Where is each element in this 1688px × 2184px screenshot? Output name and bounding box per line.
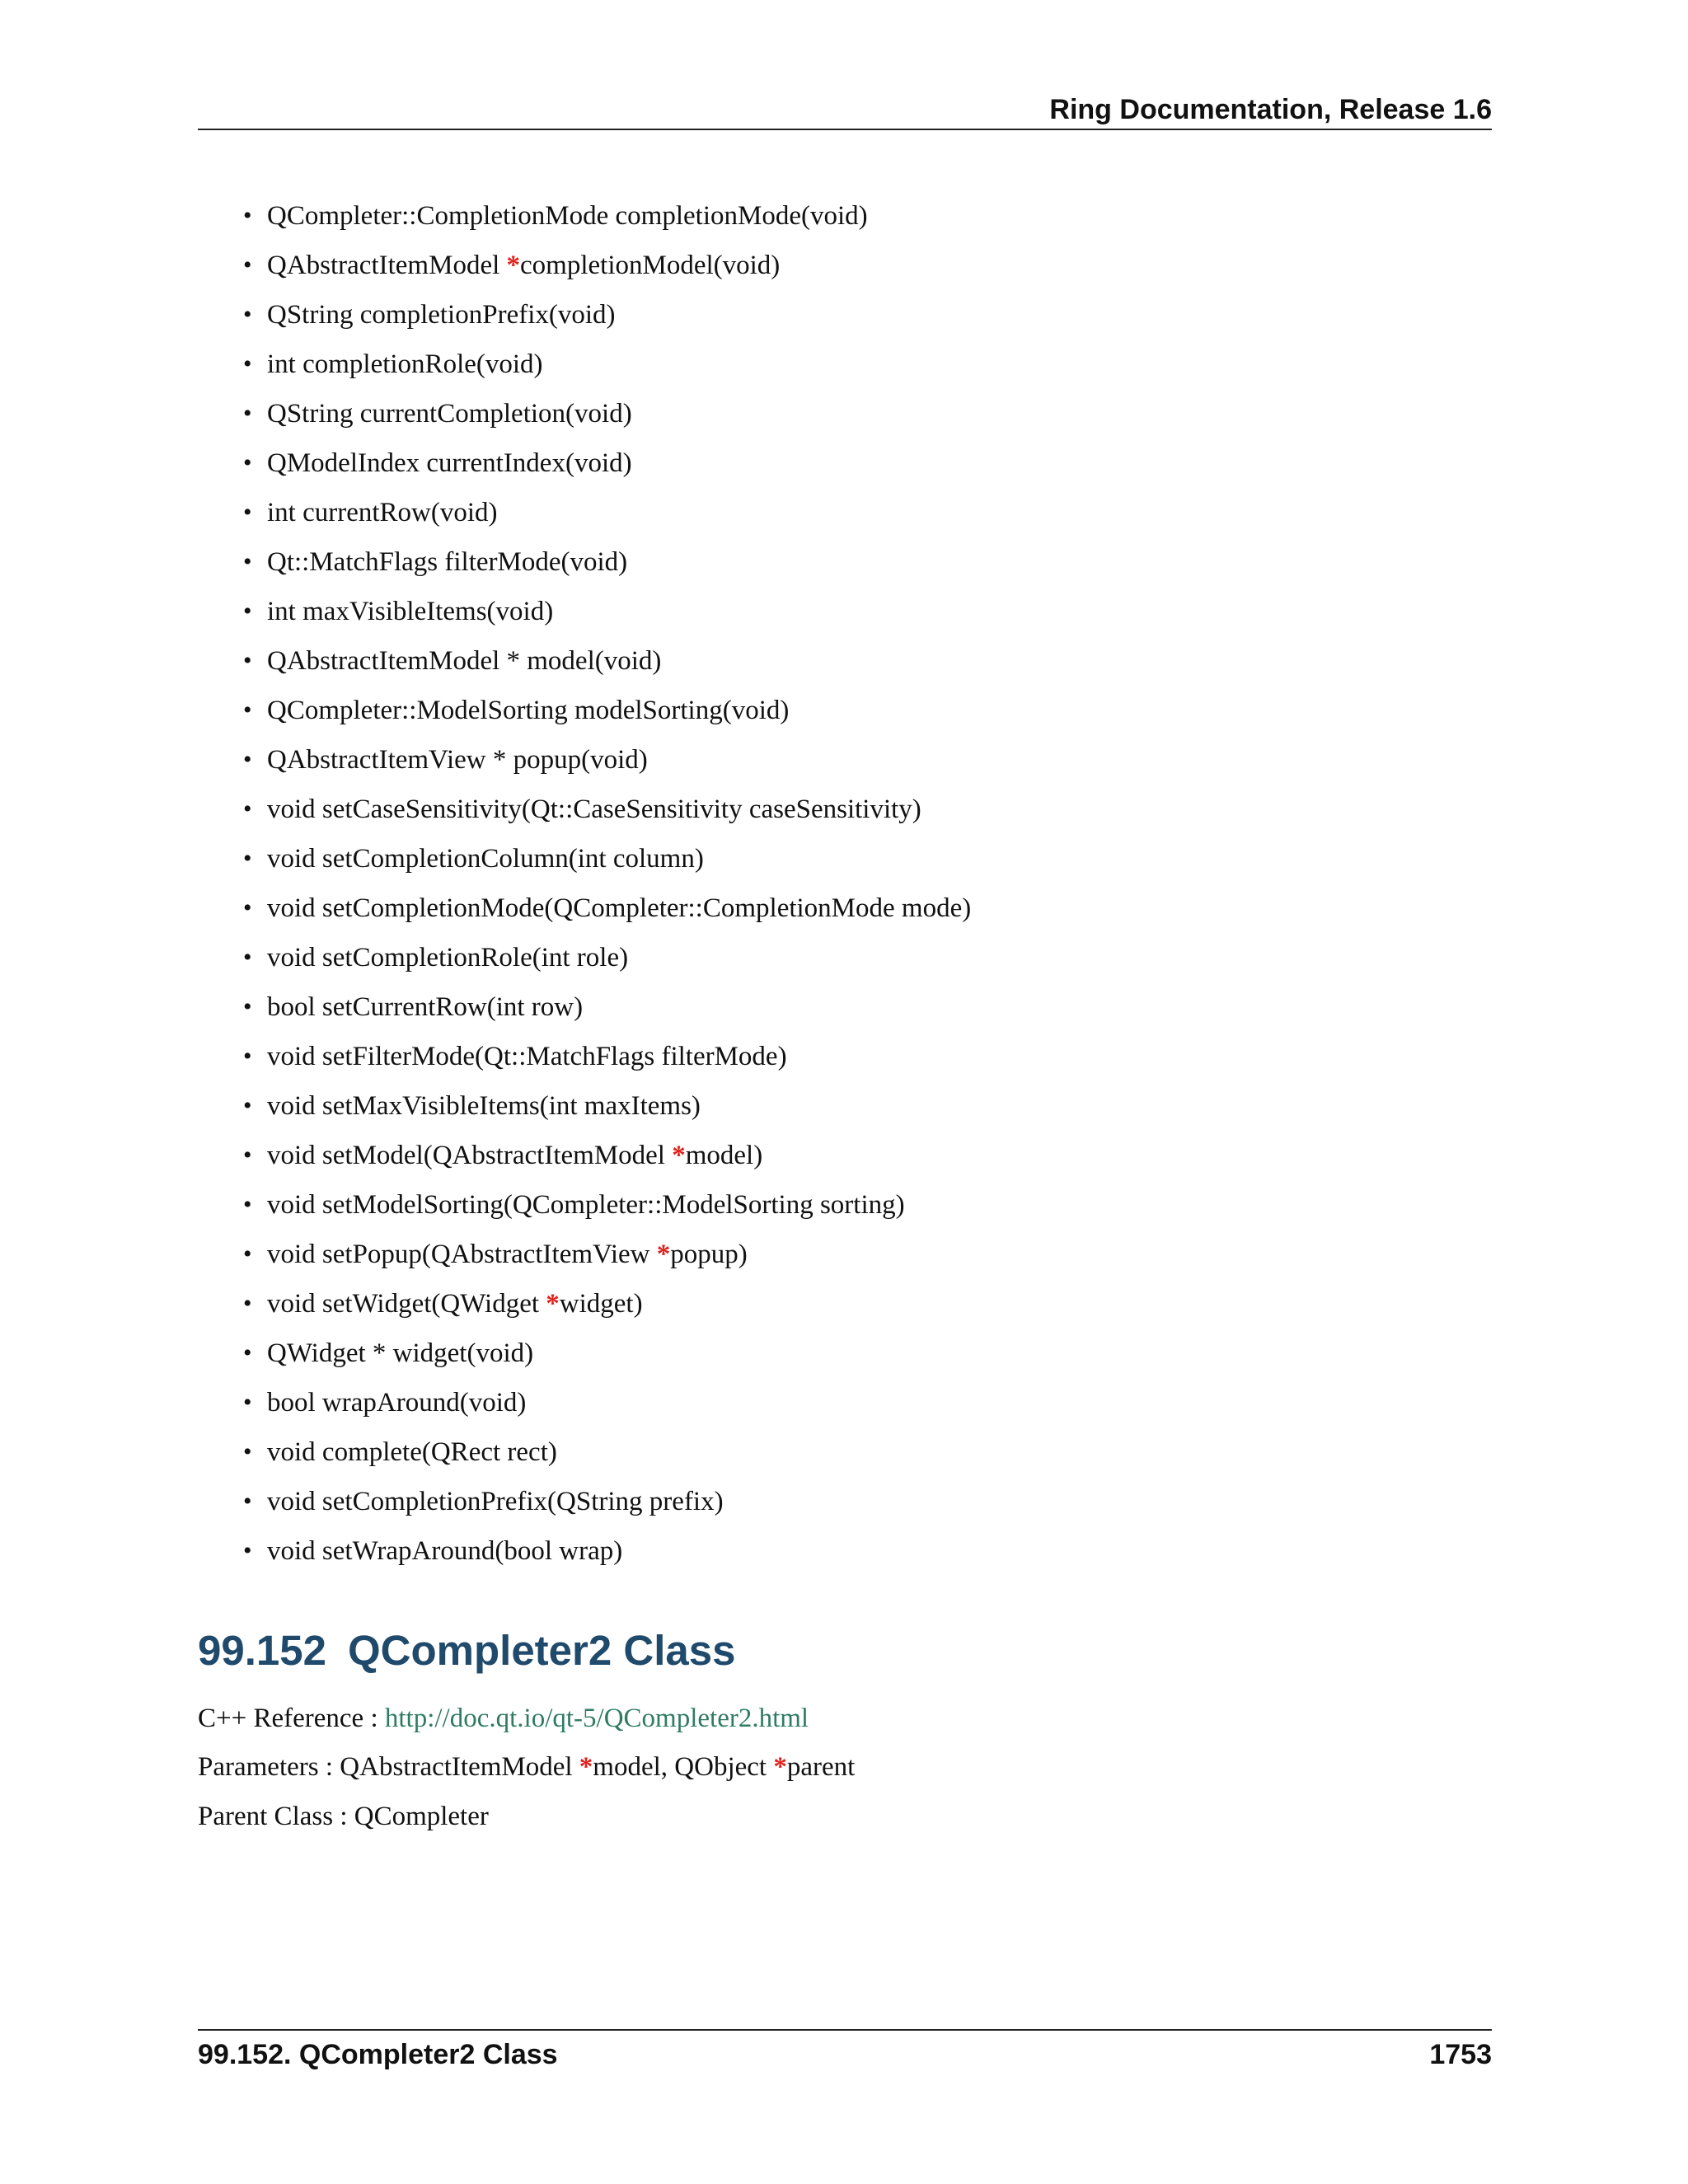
method-item	[198, 689, 1492, 738]
method-signature: QCompleter::ModelSorting modelSorting(void)	[267, 696, 790, 725]
method-item	[198, 1282, 1492, 1332]
method-signature: void setCaseSensitivity(Qt::CaseSensitivity caseSensitivity)	[267, 794, 921, 824]
bullet-icon: •	[243, 1389, 252, 1416]
bullet-icon: •	[243, 449, 252, 476]
method-item	[198, 738, 1492, 788]
method-item	[198, 640, 1492, 689]
bullet-icon: •	[243, 894, 252, 921]
bullet-icon: •	[243, 251, 252, 279]
method-signature: bool wrapAround(void)	[267, 1388, 527, 1418]
bullet-icon: •	[243, 499, 252, 526]
bullet-icon: •	[243, 400, 252, 427]
pointer-star: *	[579, 1752, 593, 1782]
bullet-icon: •	[243, 944, 252, 971]
bullet-icon: •	[243, 1141, 252, 1169]
method-item	[198, 541, 1492, 590]
method-item	[198, 936, 1492, 986]
method-signature: QAbstractItemView * popup(void)	[267, 745, 648, 775]
method-signature: void setCompletionRole(int role)	[267, 943, 629, 972]
method-signature: void setCompletionMode(QCompleter::CompletionMode mode)	[267, 893, 972, 923]
cpp-reference-link[interactable]: http://doc.qt.io/qt-5/QCompleter2.html	[384, 1704, 809, 1733]
method-signature: QString currentCompletion(void)	[267, 399, 632, 429]
bullet-icon: •	[243, 1290, 252, 1317]
pointer-star: *	[656, 1240, 671, 1269]
method-item	[198, 986, 1492, 1035]
method-signature: int maxVisibleItems(void)	[267, 597, 554, 626]
method-item	[198, 1085, 1492, 1134]
parent-class-line	[198, 1795, 489, 1838]
running-footer	[198, 2029, 1492, 2079]
pointer-star: *	[672, 1141, 686, 1170]
bullet-icon: •	[243, 845, 252, 872]
parameters-line	[198, 1746, 855, 1788]
method-item	[198, 1183, 1492, 1233]
parameters-label: Parameters :	[198, 1752, 340, 1782]
method-signature: void complete(QRect rect)	[267, 1437, 557, 1467]
method-signature: void setCompletionPrefix(QString prefix)	[267, 1487, 724, 1516]
method-signature: QWidget * widget(void)	[267, 1338, 534, 1368]
parameters-name: parent	[786, 1752, 856, 1782]
method-signature: Qt::MatchFlags filterMode(void)	[267, 547, 628, 577]
pointer-star: *	[506, 251, 521, 280]
bullet-icon: •	[243, 993, 252, 1020]
method-item	[198, 491, 1492, 541]
method-signature: void setModelSorting(QCompleter::ModelSorting sorting)	[267, 1190, 905, 1220]
method-signature: void setModel(QAbstractItemModel *model)	[267, 1141, 763, 1170]
method-list	[198, 194, 1492, 1579]
method-item	[198, 887, 1492, 936]
section-heading	[198, 1625, 736, 1676]
parameters-type-2: model, QObject	[593, 1752, 774, 1782]
method-signature: int completionRole(void)	[267, 349, 543, 379]
bullet-icon: •	[243, 1537, 252, 1564]
method-item	[198, 590, 1492, 640]
parameters-type-1: QAbstractItemModel	[340, 1752, 579, 1782]
method-item	[198, 1381, 1492, 1431]
bullet-icon: •	[243, 746, 252, 773]
method-signature: void setFilterMode(Qt::MatchFlags filterMode)	[267, 1042, 787, 1071]
method-item	[198, 1035, 1492, 1085]
bullet-icon: •	[243, 1092, 252, 1119]
method-item	[198, 244, 1492, 293]
bullet-icon: •	[243, 647, 252, 674]
method-item	[198, 293, 1492, 343]
method-signature: QCompleter::CompletionMode completionMode(void)	[267, 201, 868, 231]
method-signature: void setPopup(QAbstractItemView *popup)	[267, 1240, 748, 1269]
bullet-icon: •	[243, 1488, 252, 1515]
method-signature: QAbstractItemModel * model(void)	[267, 646, 662, 676]
method-item	[198, 1530, 1492, 1579]
method-item	[198, 1233, 1492, 1282]
parent-class-text: Parent Class : QCompleter	[198, 1802, 489, 1831]
method-item	[198, 1431, 1492, 1480]
bullet-icon: •	[243, 301, 252, 328]
method-signature: QModelIndex currentIndex(void)	[267, 448, 632, 478]
cpp-reference-label: C++ Reference :	[198, 1704, 385, 1733]
header-title: Ring Documentation, Release 1.6	[1049, 94, 1492, 125]
bullet-icon: •	[243, 202, 252, 229]
cpp-reference	[198, 1697, 809, 1740]
bullet-icon: •	[243, 548, 252, 575]
method-signature: void setMaxVisibleItems(int maxItems)	[267, 1091, 701, 1121]
section-number: 99.152	[198, 1627, 326, 1674]
page-number: 1753	[1429, 2039, 1492, 2070]
method-signature: void setWidget(QWidget *widget)	[267, 1289, 643, 1319]
bullet-icon: •	[243, 1240, 252, 1268]
bullet-icon: •	[243, 1043, 252, 1070]
method-signature: void setCompletionColumn(int column)	[267, 844, 704, 874]
bullet-icon: •	[243, 1438, 252, 1465]
bullet-icon: •	[243, 795, 252, 823]
footer-section: 99.152. QCompleter2 Class	[198, 2039, 558, 2070]
method-signature: void setWrapAround(bool wrap)	[267, 1536, 623, 1566]
method-signature: QAbstractItemModel *completionModel(void)	[267, 251, 781, 280]
bullet-icon: •	[243, 350, 252, 377]
method-signature: QString completionPrefix(void)	[267, 300, 616, 330]
pointer-star: *	[546, 1289, 560, 1319]
method-signature: int currentRow(void)	[267, 498, 498, 527]
method-item	[198, 837, 1492, 887]
method-item	[198, 442, 1492, 491]
bullet-icon: •	[243, 598, 252, 625]
method-item	[198, 1332, 1492, 1381]
method-item	[198, 788, 1492, 837]
bullet-icon: •	[243, 696, 252, 724]
bullet-icon: •	[243, 1339, 252, 1366]
method-item	[198, 194, 1492, 244]
method-item	[198, 1480, 1492, 1530]
section-title: QCompleter2 Class	[348, 1627, 736, 1674]
bullet-icon: •	[243, 1191, 252, 1218]
method-item	[198, 392, 1492, 442]
running-header	[198, 91, 1492, 130]
method-signature: bool setCurrentRow(int row)	[267, 992, 584, 1022]
pointer-star: *	[773, 1752, 787, 1782]
method-item	[198, 343, 1492, 392]
method-item	[198, 1134, 1492, 1183]
